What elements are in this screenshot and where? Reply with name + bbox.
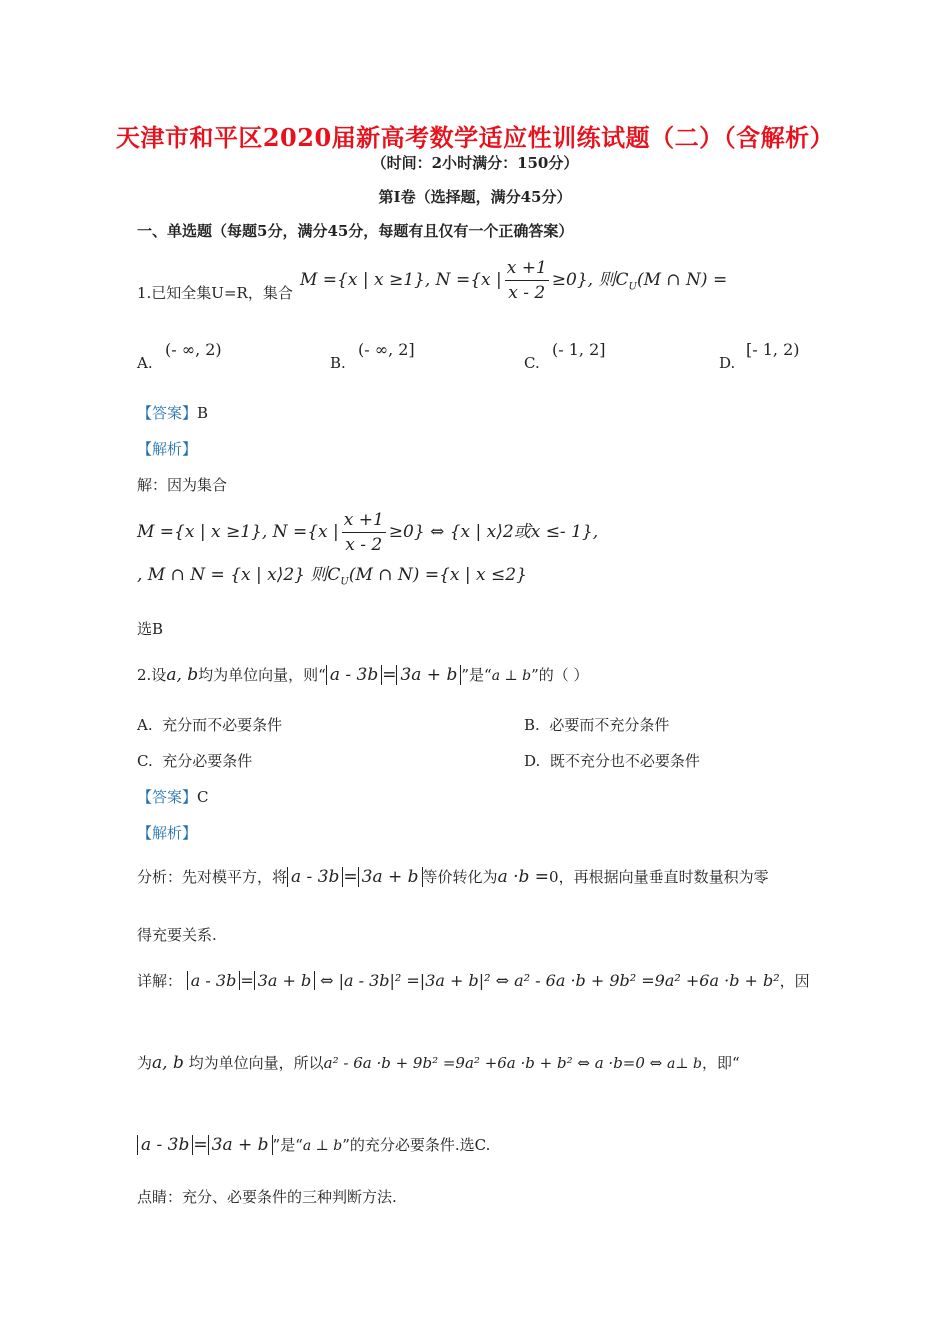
- q2-end-a: ”是“: [272, 1136, 303, 1154]
- q2-option-a: [137, 714, 282, 735]
- q1-set-expression: [300, 256, 727, 305]
- q1-sol-frac-den: x - 2: [345, 535, 383, 555]
- q2-analysis-tag: 【解析】: [137, 824, 198, 842]
- q2-option-c: [137, 750, 252, 771]
- q1-option-d: [- 1, 2): [746, 340, 800, 359]
- q2-detail-eq: =: [240, 971, 254, 990]
- q2-tail-b: ”的（ ）: [531, 666, 589, 684]
- q1-sol2-sub: U: [340, 576, 349, 588]
- q1-sol-fraction: [342, 508, 386, 557]
- q1-option-c: (- 1, 2]: [552, 340, 606, 359]
- q2-conc-cond-left: a - 3b: [137, 1135, 193, 1155]
- q1-answer-value: B: [197, 404, 209, 422]
- q1-option-a: (- ∞, 2): [165, 340, 222, 359]
- q2-conclusion-line: [137, 1134, 490, 1155]
- q1-solution-line-1: [137, 508, 598, 557]
- q2-end-b: ”的充分必要条件.选C.: [342, 1136, 491, 1154]
- q2-cond-left: a - 3b: [326, 665, 382, 685]
- part-title: 第Ⅰ卷（选择题，满分45分）: [378, 188, 572, 206]
- q2-fenxi-line: [137, 866, 769, 887]
- q1-fraction: [505, 256, 549, 305]
- q2-answer: [137, 786, 209, 807]
- exam-time-note: （时间：2小时满分：150分）: [371, 154, 579, 172]
- q1-sol1-b: ≥0} ⇔ {x | x⟩2或x ≤- 1},: [388, 522, 599, 542]
- q2-fenxi-b: 等价转化为: [422, 868, 498, 886]
- answer-tag: 【答案】: [137, 404, 198, 422]
- q2-conc-cond-right: 3a + b: [208, 1135, 273, 1155]
- q1-option-b: (- ∞, 2]: [358, 340, 415, 359]
- q2-answer-value: C: [197, 788, 209, 806]
- q2-option-d-text: 既不充分也不必要条件: [549, 752, 700, 770]
- document-title: 天津市和平区2020届新高考数学适应性训练试题（二）（含解析）: [115, 123, 835, 152]
- answer-tag: 【答案】: [137, 788, 198, 806]
- q2-detail2-math: a² - 6a ·b + 9b² =9a² +6a ·b + b² ⇔ a ·b=0 ⇔: [323, 1054, 663, 1072]
- q2-stem: [137, 664, 589, 685]
- q2-ji: ，即“: [701, 1054, 740, 1072]
- q2-fenxi-cond-left: a - 3b: [287, 867, 343, 887]
- q2-detail2-ab: a, b: [152, 1053, 184, 1073]
- q2-tail-a: ”是“: [461, 666, 492, 684]
- q2-option-d-label: D.: [524, 752, 541, 770]
- q2-fenxi-c: 0，再根据向量垂直时数量积为零: [549, 868, 769, 886]
- q2-detail2-text: 均为单位向量，所以: [188, 1054, 324, 1072]
- q2-detail-cond-left: a - 3b: [187, 971, 241, 990]
- q2-detail-math: ⇔ |a - 3b|² =|3a + b|² ⇔ a² - 6a ·b + 9b² =9a² +6a ·b + b²: [320, 971, 780, 990]
- q1-choose: 选B: [137, 620, 164, 638]
- q1-analysis-tag: 【解析】: [137, 440, 198, 458]
- q2-fenxi-line-2: 得充要关系.: [137, 926, 217, 944]
- q2-option-b: [524, 714, 669, 735]
- q2-option-c-label: C.: [137, 752, 153, 770]
- q2-fenxi-a: 分析：先对模平方，将: [137, 868, 288, 886]
- q2-option-c-text: 充分必要条件: [162, 752, 253, 770]
- q1-option-c-label: C.: [524, 354, 540, 372]
- q2-dianjing: 点睛：充分、必要条件的三种判断方法.: [137, 1188, 397, 1206]
- q2-conc-eq: =: [193, 1135, 208, 1155]
- q2-mid: 均为单位向量，则“: [198, 666, 326, 684]
- q2-detail2-line: [137, 1052, 740, 1073]
- q1-answer: [137, 402, 208, 423]
- q2-xiangjie: 详解：: [137, 972, 183, 990]
- q2-option-b-text: 必要而不充分条件: [549, 716, 670, 734]
- q2-ab: a, b: [166, 665, 199, 685]
- q1-option-b-label: B.: [330, 354, 346, 372]
- q1-frac-den: x - 2: [508, 283, 546, 303]
- q2-option-b-label: B.: [524, 716, 540, 734]
- q2-eq: =: [382, 665, 397, 685]
- q1-math-c: (M ∩ N) =: [636, 270, 728, 290]
- q1-prefix: 1.已知全集U=R，集合: [137, 284, 293, 302]
- q2-detail2-perp: a⊥ b: [667, 1056, 702, 1072]
- q2-option-d: [524, 750, 700, 771]
- q1-sol1-a: M ={x | x ≥1}, N ={x |: [137, 522, 339, 542]
- q2-option-a-text: 充分而不必要条件: [162, 716, 283, 734]
- q2-prefix: 2.设: [137, 666, 167, 684]
- q1-math-b: ≥0}, 则C: [551, 270, 629, 290]
- q1-solution-line-2: [137, 560, 527, 587]
- q1-option-a-label: A.: [137, 354, 153, 372]
- q1-sol2-b: (M ∩ N) ={x | x ≤2}: [348, 565, 527, 585]
- q1-solution-intro: 解：因为集合: [137, 476, 228, 494]
- section-title: 一、单选题（每题5分，满分45分，每题有且仅有一个正确答案）: [137, 222, 574, 240]
- q2-perp: a ⊥ b: [491, 668, 532, 684]
- q2-wei: 为: [137, 1054, 153, 1072]
- q1-frac-num: x +1: [505, 256, 549, 281]
- q2-detail-line: [137, 970, 810, 991]
- q2-fenxi-cond-right: 3a + b: [358, 867, 423, 887]
- q1-sub-u: U: [628, 281, 637, 293]
- q2-detail-cond-right: 3a + b: [254, 971, 316, 990]
- q1-option-d-label: D.: [719, 354, 736, 372]
- q1-math-a: M ={x | x ≥1}, N ={x |: [300, 270, 502, 290]
- q1-sol-frac-num: x +1: [342, 508, 386, 533]
- q2-fenxi-eq: =: [343, 867, 358, 887]
- q2-conc-perp: a ⊥ b: [302, 1138, 343, 1154]
- q2-cond-right: 3a + b: [396, 665, 461, 685]
- q2-yin: ，因: [779, 972, 810, 990]
- q2-option-a-label: A.: [137, 716, 153, 734]
- q1-sol2-a: , M ∩ N = {x | x⟩2} 则C: [137, 565, 341, 585]
- q2-fenxi-dot: a ·b =: [497, 867, 550, 887]
